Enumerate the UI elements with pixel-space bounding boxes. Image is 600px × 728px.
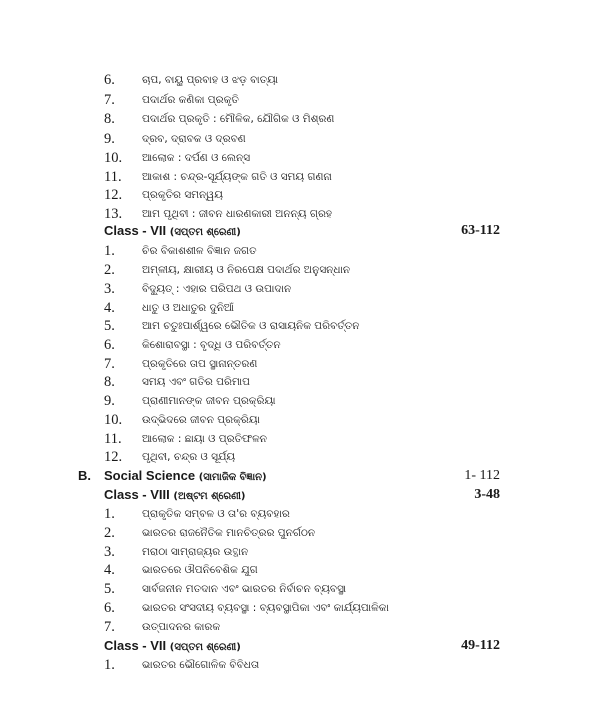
chapter-title: ଆମ ପୃଥିବୀ : ଜୀବନ ଧାରଣକାରୀ ଅନନ୍ୟ ଗ୍ରହ (142, 208, 333, 220)
section-title-row (104, 467, 267, 487)
chapter-title: ଭାରତର ସଂସଦୀୟ ବ୍ୟବସ୍ଥା : ବ୍ୟବସ୍ଥାପିକା ଏବଂ କାର୍ଯ୍ୟପାଳିକା (142, 602, 389, 614)
section-heading (0, 467, 600, 485)
list-item (0, 392, 600, 410)
chapter-title: ସମୟ ଏବଂ ଗତିର ପରିମାପ (142, 376, 251, 388)
item-number: 2. (104, 262, 115, 278)
page-range: 49-112 (461, 638, 500, 653)
item-number: 9. (104, 393, 115, 409)
chapter-title: ଚାପ, ବାୟୁ ପ୍ରବାହ ଓ ଝଡ଼ ବାତ୍ୟା (142, 74, 279, 86)
list-item (0, 448, 600, 466)
list-item (0, 71, 600, 89)
item-number: 2. (104, 525, 115, 541)
list-item (0, 430, 600, 448)
list-item (0, 505, 600, 523)
item-number: 8. (104, 111, 115, 127)
item-number: 8. (104, 374, 115, 390)
chapter-title: ଦ୍ରବ, ଦ୍ରାବକ ଓ ଦ୍ରବଣ (142, 133, 246, 145)
list-item (0, 149, 600, 167)
page-range: 63-112 (461, 223, 500, 238)
section-title-odia: (ସାମାଜିକ ବିଜ୍ଞାନ) (198, 472, 267, 483)
list-item (0, 355, 600, 373)
item-number: 9. (104, 131, 115, 147)
chapter-title: ପଦାର୍ଥର କଣିକା ପ୍ରକୃତି (142, 94, 239, 106)
chapter-title: ଭାରତରେ ଔପନିବେଶିକ ଯୁଗ (142, 564, 258, 576)
class-heading (0, 222, 600, 240)
chapter-title: ମରାଠା ସାମ୍ରାଜ୍ୟର ଉତ୍ଥାନ (142, 546, 249, 558)
item-number: 4. (104, 562, 115, 578)
item-number: 11. (104, 431, 122, 447)
class-heading (0, 637, 600, 655)
item-number: 6. (104, 72, 115, 88)
chapter-title: ପ୍ରକୃତିରେ ତାପ ସ୍ଥାନାନ୍ତରଣ (142, 358, 258, 370)
list-item (0, 280, 600, 298)
list-item (0, 543, 600, 561)
chapter-title: ଭାରତର ରାଜନୈତିକ ମାନଚିତ୍ରର ପୁନର୍ଗଠନ (142, 527, 316, 539)
chapter-title: ପୃଥିବୀ, ଚନ୍ଦ୍ର ଓ ସୂର୍ଯ୍ୟ (142, 451, 236, 463)
class-label-odia: (ଅଷ୍ଟମ ଶ୍ରେଣୀ) (173, 491, 246, 502)
page-range: 3-48 (474, 487, 500, 502)
list-item (0, 599, 600, 617)
list-item (0, 411, 600, 429)
chapter-title: ଆମ ଚତୁଃପାର୍ଶ୍ୱରେ ଭୌତିକ ଓ ରାସାୟନିକ ପରିବର୍ତ୍ତନ (142, 320, 360, 332)
list-item (0, 618, 600, 636)
chapter-title: ଆଲୋକ : ଛାୟା ଓ ପ୍ରତିଫଳନ (142, 433, 267, 445)
list-item (0, 317, 600, 335)
class-label: Class - VIII (104, 487, 170, 502)
list-item (0, 186, 600, 204)
class-label-row (104, 637, 241, 657)
class-label-row (104, 222, 241, 242)
class-label-odia: (ସପ୍ତମ ଶ୍ରେଣୀ) (169, 227, 241, 238)
list-item (0, 110, 600, 128)
item-number: 7. (104, 619, 115, 635)
item-number: 3. (104, 544, 115, 560)
item-number: 6. (104, 337, 115, 353)
chapter-title: ପ୍ରାଣୀମାନଙ୍କ ଜୀବନ ପ୍ରକ୍ରିୟା (142, 395, 276, 407)
list-item (0, 299, 600, 317)
item-number: 12. (104, 449, 123, 465)
list-item (0, 336, 600, 354)
list-item (0, 242, 600, 260)
chapter-title: ଚିର ବିକାଶଶୀଳ ବିଜ୍ଞାନ ଜଗତ (142, 245, 257, 257)
chapter-title: ବିଦ୍ୟୁତ୍ : ଏହାର ପରିପଥ ଓ ଉପାଦାନ (142, 283, 292, 295)
list-item (0, 91, 600, 109)
item-number: 11. (104, 169, 122, 185)
list-item (0, 656, 600, 674)
chapter-title: ଧାତୁ ଓ ଅଧାତୁର ଦୁନିଆଁ (142, 302, 235, 314)
list-item (0, 373, 600, 391)
class-label: Class - VII (104, 638, 167, 653)
class-label-odia: (ସପ୍ତମ ଶ୍ରେଣୀ) (169, 642, 241, 653)
list-item (0, 205, 600, 223)
chapter-title: ଭାରତର ଭୌଗୋଳିକ ବିବିଧତା (142, 659, 260, 671)
chapter-title: ପଦାର୍ଥର ପ୍ରକୃତି : ମୌଳିକ, ଯୌଗିକ ଓ ମିଶ୍ରଣ (142, 113, 335, 125)
item-number: 1. (104, 657, 115, 673)
chapter-title: ପ୍ରକୃତିର ସମନ୍ୱୟ (142, 189, 223, 201)
item-number: 13. (104, 206, 123, 222)
list-item (0, 524, 600, 542)
list-item (0, 168, 600, 186)
chapter-title: ଉଦ୍ଭିଦରେ ଜୀବନ ପ୍ରକ୍ରିୟା (142, 414, 260, 426)
item-number: 6. (104, 600, 115, 616)
item-number: 1. (104, 243, 115, 259)
class-label: Class - VII (104, 223, 167, 238)
page-range: 1- 112 (464, 468, 500, 483)
chapter-title: ଅମ୍ଳୀୟ, କ୍ଷାରୀୟ ଓ ନିରପେକ୍ଷ ପଦାର୍ଥର ଅନୁସନ୍ଧାନ (142, 264, 351, 276)
item-number: 7. (104, 356, 115, 372)
chapter-title: ଆକାଶ : ଚନ୍ଦ୍ର-ସୂର୍ଯ୍ୟଙ୍କ ଗତି ଓ ସମୟ ଗଣନା (142, 171, 332, 183)
chapter-title: ଉତ୍ପାଦନର କାରକ (142, 621, 221, 633)
item-number: 5. (104, 318, 115, 334)
class-heading (0, 486, 600, 504)
item-number: 10. (104, 412, 123, 428)
list-item (0, 261, 600, 279)
chapter-title: ସାର୍ବଜନୀନ ମତଦାନ ଏବଂ ଭାରତର ନିର୍ବାଚନ ବ୍ୟବସ୍ଥା (142, 583, 347, 595)
chapter-title: ପ୍ରାକୃତିକ ସମ୍ବଳ ଓ ତା'ର ବ୍ୟବହାର (142, 508, 290, 520)
item-number: 12. (104, 187, 123, 203)
chapter-title: କିଶୋରାବସ୍ଥା : ବୃଦ୍ଧି ଓ ପରିବର୍ତ୍ତନ (142, 339, 281, 351)
chapter-title: ଆଲୋକ : ଦର୍ପଣ ଓ ଲେନ୍ସ (142, 152, 251, 164)
item-number: 10. (104, 150, 123, 166)
item-number: 4. (104, 300, 115, 316)
item-number: 3. (104, 281, 115, 297)
item-number: 5. (104, 581, 115, 597)
item-number: 7. (104, 92, 115, 108)
section-title: Social Science (104, 468, 196, 483)
class-label-row (104, 486, 245, 506)
list-item (0, 561, 600, 579)
item-number: 1. (104, 506, 115, 522)
section-letter: B. (78, 468, 91, 483)
list-item (0, 580, 600, 598)
list-item (0, 130, 600, 148)
